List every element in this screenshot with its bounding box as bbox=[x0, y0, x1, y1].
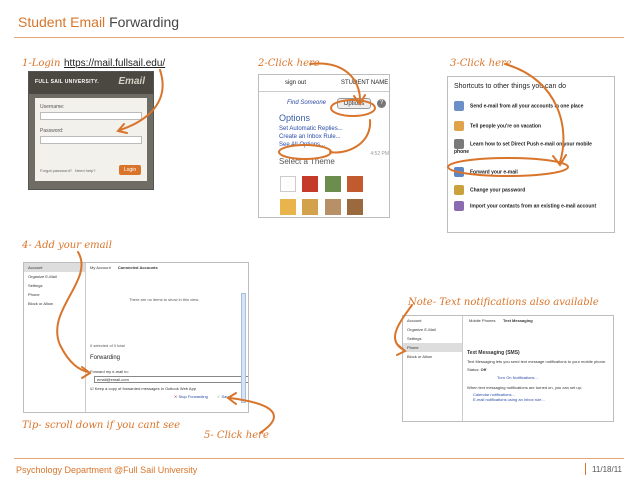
arrow-to-email-input bbox=[57, 252, 88, 372]
turn-on-notifications-link[interactable]: Turn On Notifications... bbox=[497, 375, 538, 380]
forgot-password-link[interactable]: Forgot password? bbox=[40, 168, 73, 173]
shortcut-import-contacts[interactable]: Import your contacts from an existing e-mail account bbox=[454, 201, 604, 211]
email-notifications-link[interactable]: E-mail notifications using an Inbox rule... bbox=[473, 397, 545, 402]
selection-count: 0 selected of 0 total bbox=[90, 343, 125, 348]
help-icon[interactable]: ? bbox=[377, 99, 386, 108]
shortcut-vacation[interactable]: Tell people you're on vacation bbox=[454, 121, 541, 131]
tab-text-messaging[interactable]: Text Messaging bbox=[503, 318, 533, 323]
shortcut-change-password[interactable]: Change your password bbox=[454, 185, 525, 195]
sidebar-item-phone[interactable]: Phone bbox=[403, 343, 462, 352]
step-5-label: 5- Click here bbox=[204, 430, 269, 441]
shortcut-direct-push[interactable]: Learn how to set Direct Push e-mail on your mobile phone bbox=[454, 139, 604, 155]
sign-out-link[interactable]: sign out bbox=[285, 80, 307, 86]
options-menu-heading: Options bbox=[279, 113, 311, 123]
arrow-to-login bbox=[120, 70, 163, 130]
sms-status: Status: Off bbox=[467, 367, 487, 372]
forward-email-input[interactable]: email@email.com bbox=[94, 376, 249, 383]
select-theme-heading: Select a Theme bbox=[279, 157, 335, 166]
footer-date: 11/18/11 bbox=[592, 465, 622, 474]
sms-heading: Text Messaging (SMS) bbox=[467, 350, 520, 356]
keep-copy-checkbox[interactable]: ☑ Keep a copy of forwarded messages in Outlook Web App bbox=[90, 386, 197, 391]
page-title: Student Email Forwarding bbox=[18, 14, 180, 30]
date-divider bbox=[585, 463, 586, 475]
menu-item-inbox-rule[interactable]: Create an Inbox Rule... bbox=[279, 134, 341, 140]
highlight-see-all-options bbox=[279, 145, 331, 159]
arrow-to-email-input-head bbox=[82, 367, 90, 378]
sidebar-item-organize[interactable]: Organize E-Mail bbox=[28, 274, 57, 279]
highlight-options-button bbox=[331, 100, 375, 116]
login-url-link[interactable]: https://mail.fullsail.edu/ bbox=[64, 58, 166, 69]
forward-to-label: Forward my e-mail to: bbox=[90, 369, 129, 374]
options-button[interactable]: Options bbox=[337, 98, 371, 109]
brand-logo: FULL SAIL UNIVERSITY. bbox=[35, 79, 99, 85]
login-button[interactable]: Login bbox=[119, 165, 141, 175]
calendar-notifications-link[interactable]: Calendar notifications... bbox=[473, 392, 515, 397]
sidebar-item-account[interactable]: Account bbox=[24, 263, 85, 272]
sidebar-item-organize[interactable]: Organize E-Mail bbox=[407, 327, 436, 332]
footer-divider bbox=[14, 458, 624, 459]
arrow-to-text-messaging bbox=[395, 305, 412, 350]
sidebar-item-block[interactable]: Block or Allow bbox=[28, 301, 53, 306]
empty-message: There are no items to show in this view. bbox=[129, 297, 200, 302]
arrow-to-forward bbox=[505, 64, 563, 162]
username-label: Username: bbox=[40, 104, 65, 110]
step-1-label: 1-Login bbox=[22, 58, 61, 69]
need-help-link[interactable]: Need help? bbox=[75, 168, 96, 173]
forwarding-heading: Forwarding bbox=[90, 355, 121, 361]
shortcut-send-email[interactable]: Send e-mail from all your accounts in one place bbox=[454, 101, 583, 111]
password-label: Password: bbox=[40, 128, 64, 134]
shortcuts-heading: Shortcuts to other things you can do bbox=[454, 83, 567, 90]
checkmark-icon: ✓ bbox=[216, 394, 221, 399]
save-button[interactable]: ✓ Save bbox=[216, 394, 231, 399]
sidebar-item-settings[interactable]: Settings bbox=[28, 283, 43, 288]
footer-text: Psychology Department @Full Sail University bbox=[16, 465, 198, 475]
email-app-title: Email bbox=[118, 76, 145, 87]
tab-mobile-phones[interactable]: Mobile Phones bbox=[469, 318, 496, 323]
arrow-to-options bbox=[310, 63, 360, 100]
sms-description: Text Messaging lets you send text message notifications to your mobile phone. bbox=[467, 359, 607, 364]
sidebar-item-phone[interactable]: Phone bbox=[28, 292, 40, 297]
tab-my-account[interactable]: My Account bbox=[90, 265, 111, 270]
note-label: Note- Text notifications also available bbox=[408, 297, 599, 308]
sidebar-item-settings[interactable]: Settings bbox=[407, 336, 422, 341]
tip-label: Tip- scroll down if you cant see bbox=[22, 420, 181, 431]
highlight-forward-email bbox=[448, 158, 568, 176]
sidebar-item-block[interactable]: Block or Allow bbox=[407, 354, 432, 359]
menu-item-see-all-options[interactable]: See All Options... bbox=[279, 142, 326, 148]
step-3-label: 3-Click here bbox=[450, 58, 512, 69]
side-text: 4:52 PM bbox=[370, 151, 389, 157]
when-enabled-text: When text messaging notifications are turned on, you can set up: bbox=[467, 385, 582, 390]
step-2-label: 2-Click here bbox=[258, 58, 320, 69]
arrow-to-see-all bbox=[330, 120, 370, 153]
stop-forwarding-button[interactable]: ✕ Stop Forwarding bbox=[174, 394, 208, 399]
find-someone-field[interactable]: Find Someone bbox=[287, 100, 327, 106]
step-4-label: 4- Add your email bbox=[22, 240, 112, 251]
user-name: STUDENT NAME bbox=[341, 80, 389, 86]
sidebar-item-account[interactable]: Account bbox=[407, 318, 422, 323]
stop-icon: ✕ bbox=[174, 394, 178, 399]
menu-item-automatic-replies[interactable]: Set Automatic Replies... bbox=[279, 126, 343, 132]
tab-connected-accounts[interactable]: Connected Accounts bbox=[117, 265, 158, 270]
shortcut-forward-email[interactable]: Forward your e-mail bbox=[454, 167, 518, 177]
